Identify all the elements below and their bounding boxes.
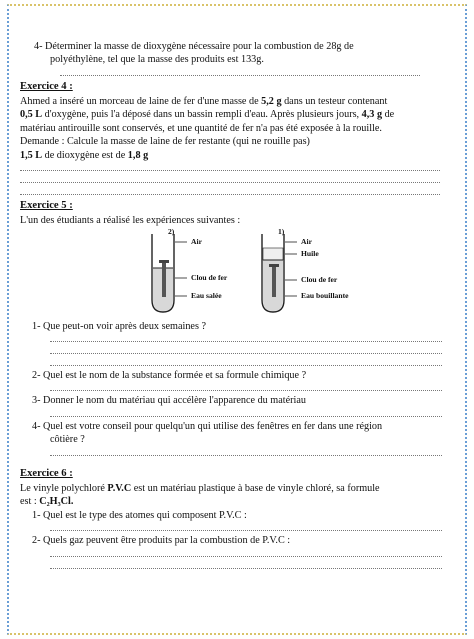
answer-line[interactable] [50,333,442,342]
ex4-line1: Ahmed a inséré un morceau de laine de fer d'une masse de 5,2 g dans un testeur contenant [20,95,388,107]
ex6-question-1: 1- Quel est le type des atomes qui composent P.V.C : [32,509,247,521]
label-eau-bouillante: Eau bouillante [301,290,349,300]
label-huile: Huile [301,248,319,258]
answer-line[interactable] [50,382,442,391]
label-eau-salee: Eau salée [191,290,222,300]
ex5-question-3: 3- Donner le nom du matériau qui accélère l'apparence du matériau [32,395,306,407]
ex3-question-4-line1: 4- Déterminer la masse de dioxygène nécessaire pour la combustion de 28g de [34,41,354,52]
ex5-question-1: 1- Que peut-on voir après deux semaines ? [32,320,206,332]
ex5-intro: L'un des étudiants a réalisé les expériences suivantes : [20,215,241,227]
ex6-question-2: 2- Quels gaz peuvent être produits par la combustion de P.V.C : [32,535,291,547]
ex4-line5: 1,5 L de dioxygène est de 1,8 g [20,149,149,161]
answer-line[interactable] [50,357,442,366]
answer-line[interactable] [20,174,440,183]
ex4-line4: Demande : Calcule la masse de laine de fer restante (qui ne rouille pas) [20,136,310,148]
answer-line[interactable] [50,408,442,417]
answer-line[interactable] [50,447,442,456]
tube-2-number: 2) [168,226,175,236]
label-air-right: Air [301,236,312,246]
test-tubes-illustration [132,230,372,316]
ex5-question-4-line1: 4- Quel est votre conseil pour quelqu'un qui utilise des fenêtres en fer dans une région [32,420,383,432]
ex3-question-4-line2: polyéthylène, tel que la masse des produits est 133g. [50,54,264,66]
answer-line[interactable] [50,560,442,569]
ex6-line2: est : C₂H₃Cl. [20,496,74,508]
ex5-question-2: 2- Quel est le nom de la substance formée et sa formule chimique ? [32,370,307,382]
test-tube-2 [152,234,187,312]
answer-line[interactable] [50,345,442,354]
ex5-question-4-line2: côtière ? [50,434,85,446]
ex4-line3: matériau antirouille sont conservés, et une quantité de fer n'a pas été exposée à la rouille. [20,122,382,134]
answer-line[interactable] [20,186,440,195]
answer-line[interactable] [50,548,442,557]
test-tube-1 [262,234,297,312]
answer-line[interactable] [50,522,442,531]
ex6-line1: Le vinyle polychloré P.V.C est un matériau plastique à base de vinyle chloré, sa formule [20,482,380,494]
ex4-line2: 0,5 L d'oxygène, puis l'a déposé dans un bassin rempli d'eau. Après plusieurs jours, 4,3 g de [20,109,395,121]
label-air-left: Air [191,236,202,246]
exercise-4-title: Exercice 4 : [20,80,73,92]
tube-1-number: 1) [278,226,285,236]
experiment-diagram [20,226,444,316]
worksheet [20,40,444,572]
exercise-6-title: Exercice 6 : [20,467,73,479]
answer-line[interactable] [60,67,420,76]
label-clou-left: Clou de fer [191,272,228,282]
answer-line[interactable] [20,162,440,171]
exercise-5-title: Exercice 5 : [20,200,73,212]
label-clou-right: Clou de fer [301,274,338,284]
